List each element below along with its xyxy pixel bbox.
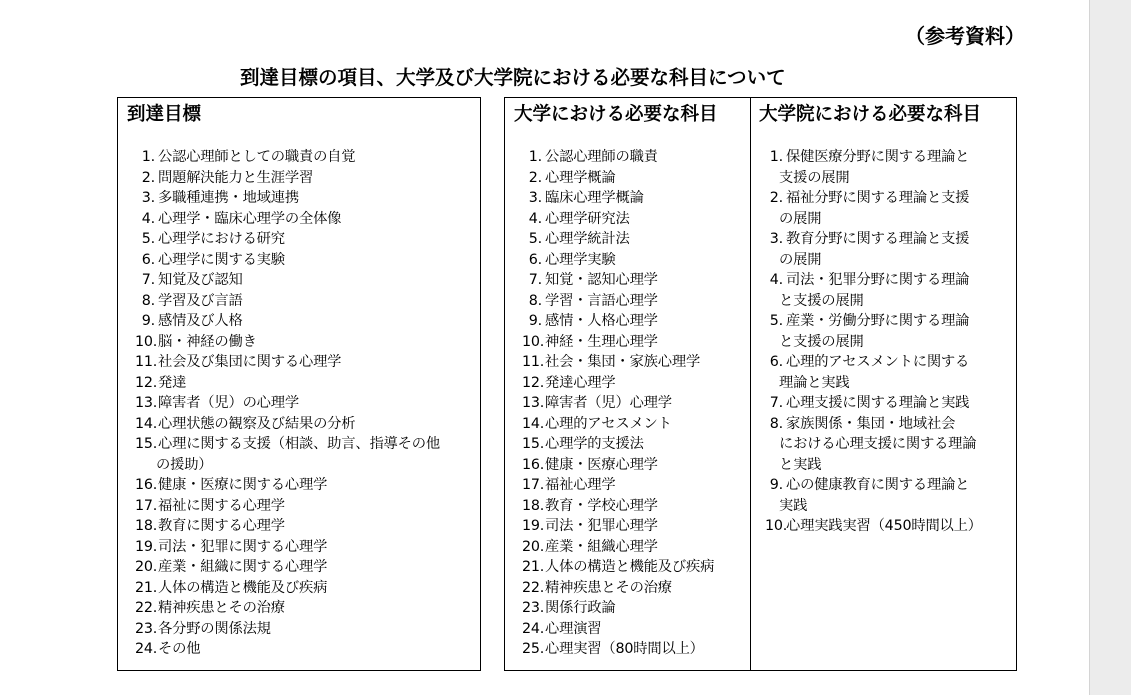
- item-number: 2.: [528, 169, 542, 186]
- university-subject-item: [522, 209, 748, 230]
- item-number: 18.: [135, 518, 158, 534]
- item-text: 社会及び集団に関する心理学: [158, 354, 342, 370]
- item-text: 知覚及び認知: [158, 272, 243, 288]
- item-text: 学習及び言語: [158, 292, 243, 309]
- university-subject-item: [522, 352, 748, 373]
- university-subject-item: [522, 168, 748, 189]
- item-number: 3.: [528, 190, 542, 206]
- university-subject-item: [522, 229, 748, 250]
- item-text: 問題解決能力と生涯学習: [158, 169, 314, 186]
- item-number: 21.: [522, 559, 545, 575]
- subjects-box: [504, 97, 1017, 671]
- item-number: 12.: [522, 374, 545, 391]
- item-number: 3.: [141, 190, 155, 206]
- graduate-subject-item: [765, 516, 1017, 537]
- university-subject-item: [522, 434, 748, 455]
- item-text: 教育分野に関する理論と支援: [786, 231, 970, 247]
- item-text: 心理学における研究: [158, 231, 285, 247]
- goal-item: [135, 619, 480, 640]
- item-number: 17.: [135, 497, 158, 514]
- document-title: 到達目標の項目、大学及び大学院における必要な科目について: [240, 66, 786, 89]
- item-text: 教育に関する心理学: [158, 518, 285, 534]
- graduate-subject-item: [765, 352, 1017, 393]
- item-text: 心理学実験: [545, 251, 616, 268]
- item-text: 心の健康教育に関する理論と: [786, 477, 970, 493]
- item-number: 7.: [528, 272, 542, 288]
- goals-list: [135, 147, 480, 660]
- item-text: 健康・医療心理学: [545, 456, 658, 473]
- university-header: 大学における必要な科目: [514, 104, 718, 125]
- graduate-subject-item: [765, 229, 1017, 270]
- goal-item: [135, 598, 480, 619]
- item-text-continued: 理論と実践: [779, 374, 850, 391]
- item-text-continued: の展開: [779, 251, 822, 268]
- goal-item: [135, 311, 480, 332]
- university-column: [505, 98, 750, 670]
- item-text-continued: 支援の展開: [779, 169, 850, 186]
- graduate-column: [750, 98, 1016, 670]
- item-number: 16.: [522, 456, 545, 473]
- item-text: 福祉分野に関する理論と支援: [786, 190, 970, 206]
- item-text: 障害者（児）の心理学: [158, 395, 299, 411]
- graduate-subject-item: [765, 475, 1017, 516]
- item-number: 3.: [769, 231, 783, 247]
- item-number: 9.: [528, 313, 542, 329]
- university-subject-item: [522, 639, 748, 660]
- goal-item: [135, 168, 480, 189]
- item-text: その他: [158, 641, 201, 657]
- item-number: 7.: [769, 395, 783, 411]
- goal-item: [135, 332, 480, 353]
- university-subject-item: [522, 147, 748, 168]
- item-number: 15.: [135, 436, 158, 452]
- goal-item: [135, 475, 480, 496]
- university-subject-item: [522, 270, 748, 291]
- item-number: 13.: [135, 395, 158, 411]
- item-number: 13.: [522, 395, 545, 411]
- university-subject-item: [522, 414, 748, 435]
- university-subject-item: [522, 496, 748, 517]
- item-number: 11.: [522, 354, 545, 370]
- item-text: 心理的アセスメントに関する: [786, 354, 970, 370]
- university-subject-item: [522, 373, 748, 394]
- item-text: 障害者（児）心理学: [545, 395, 672, 411]
- university-subject-item: [522, 311, 748, 332]
- item-text: 福祉に関する心理学: [158, 497, 285, 514]
- item-number: 2.: [769, 190, 783, 206]
- item-number: 6.: [769, 354, 783, 370]
- item-text: 心理学的支援法: [545, 436, 644, 452]
- graduate-list: [765, 147, 1017, 537]
- reference-note: （参考資料）: [905, 24, 1025, 48]
- item-text: 発達: [158, 374, 187, 391]
- item-number: 24.: [135, 641, 158, 657]
- goal-item: [135, 516, 480, 537]
- item-text: 心理演習: [545, 620, 602, 637]
- item-number: 1.: [769, 149, 783, 165]
- item-number: 6.: [141, 251, 155, 268]
- item-number: 5.: [141, 231, 155, 247]
- item-number: 25.: [522, 641, 545, 657]
- item-number: 12.: [135, 374, 158, 391]
- item-number: 9.: [141, 313, 155, 329]
- university-subject-item: [522, 598, 748, 619]
- item-number: 10.: [522, 333, 545, 350]
- university-subject-item: [522, 578, 748, 599]
- item-number: 1.: [528, 149, 542, 165]
- item-number: 5.: [528, 231, 542, 247]
- goal-item: [135, 209, 480, 230]
- goal-item: [135, 270, 480, 291]
- item-text: 健康・医療に関する心理学: [158, 477, 328, 493]
- goal-item: [135, 393, 480, 414]
- university-subject-item: [522, 188, 748, 209]
- item-number: 18.: [522, 497, 545, 514]
- item-number: 8.: [141, 292, 155, 309]
- item-text: 感情・人格心理学: [545, 313, 658, 329]
- university-subject-item: [522, 455, 748, 476]
- item-text: 教育・学校心理学: [545, 497, 658, 514]
- item-text: 司法・犯罪に関する心理学: [158, 538, 328, 555]
- item-number: 6.: [528, 251, 542, 268]
- university-subject-item: [522, 557, 748, 578]
- graduate-subject-item: [765, 188, 1017, 229]
- university-subject-item: [522, 393, 748, 414]
- item-number: 10.: [765, 518, 788, 534]
- item-number: 24.: [522, 620, 545, 637]
- goal-item: [135, 147, 480, 168]
- item-text: 各分野の関係法規: [158, 620, 271, 637]
- item-number: 11.: [135, 354, 158, 370]
- item-text: 精神疾患とその治療: [545, 579, 672, 596]
- goal-item: [135, 250, 480, 271]
- item-number: 2.: [141, 169, 155, 186]
- item-text-continued: における心理支援に関する理論: [779, 436, 977, 452]
- item-text: 人体の構造と機能及び疾病: [545, 559, 715, 575]
- item-number: 22.: [522, 579, 545, 596]
- goal-item: [135, 639, 480, 660]
- item-number: 8.: [528, 292, 542, 309]
- item-text: 発達心理学: [545, 374, 616, 391]
- item-number: 10.: [135, 333, 158, 350]
- item-text: 臨床心理学概論: [545, 190, 644, 206]
- item-number: 19.: [522, 518, 545, 534]
- item-text: 司法・犯罪心理学: [545, 518, 658, 534]
- item-number: 16.: [135, 477, 158, 493]
- item-text: 心理支援に関する理論と実践: [786, 395, 970, 411]
- item-text: 心理学研究法: [545, 210, 630, 227]
- item-text-continued: の援助）: [156, 456, 213, 473]
- item-number: 4.: [769, 272, 783, 288]
- item-text: 心理実践実習（450時間以上）: [786, 518, 982, 534]
- item-text: 公認心理師としての職責の自覚: [158, 149, 356, 165]
- item-number: 9.: [769, 477, 783, 493]
- item-text: 公認心理師の職責: [545, 149, 658, 165]
- graduate-subject-item: [765, 311, 1017, 352]
- item-text: 産業・組織心理学: [545, 538, 658, 555]
- item-text: 産業・組織に関する心理学: [158, 559, 328, 575]
- item-text-continued: の展開: [779, 210, 822, 227]
- item-text: 関係行政論: [545, 600, 616, 616]
- item-text-continued: と支援の展開: [779, 292, 864, 309]
- item-text: 心理学に関する実験: [158, 251, 285, 268]
- university-subject-item: [522, 516, 748, 537]
- window-right-bar: [1089, 0, 1131, 695]
- item-text: 知覚・認知心理学: [545, 272, 658, 288]
- item-number: 17.: [522, 477, 545, 493]
- item-number: 7.: [141, 272, 155, 288]
- goal-item: [135, 496, 480, 517]
- item-number: 15.: [522, 436, 545, 452]
- item-text: 心理状態の観察及び結果の分析: [158, 415, 356, 432]
- item-text: 心理実習（80時間以上）: [545, 641, 704, 657]
- graduate-header: 大学院における必要な科目: [759, 104, 982, 125]
- item-text: 心理学統計法: [545, 231, 630, 247]
- item-text: 学習・言語心理学: [545, 292, 658, 309]
- goal-item: [135, 557, 480, 578]
- item-text: 福祉心理学: [545, 477, 616, 493]
- item-text: 心理的アセスメント: [545, 415, 672, 432]
- goal-item: [135, 188, 480, 209]
- item-number: 22.: [135, 600, 158, 616]
- graduate-subject-item: [765, 270, 1017, 311]
- item-text: 多職種連携・地域連携: [158, 190, 299, 206]
- item-number: 20.: [522, 538, 545, 555]
- goal-item: [135, 373, 480, 394]
- university-subject-item: [522, 619, 748, 640]
- goal-item: [135, 434, 480, 475]
- item-number: 5.: [769, 313, 783, 329]
- graduate-subject-item: [765, 414, 1017, 476]
- item-number: 1.: [141, 149, 155, 165]
- item-text: 司法・犯罪分野に関する理論: [786, 272, 970, 288]
- item-number: 14.: [522, 415, 545, 432]
- item-text: 心理学概論: [545, 169, 616, 186]
- goal-item: [135, 414, 480, 435]
- goals-header: 到達目標: [127, 104, 202, 125]
- item-number: 14.: [135, 415, 158, 432]
- university-subject-item: [522, 291, 748, 312]
- item-text: 社会・集団・家族心理学: [545, 354, 701, 370]
- university-subject-item: [522, 475, 748, 496]
- item-number: 23.: [522, 600, 545, 616]
- item-number: 4.: [141, 210, 155, 227]
- graduate-subject-item: [765, 147, 1017, 188]
- item-text: 心理学・臨床心理学の全体像: [158, 210, 342, 227]
- goals-box: [117, 97, 481, 671]
- item-text: 心理に関する支援（相談、助言、指導その他: [158, 436, 440, 452]
- item-text: 保健医療分野に関する理論と: [786, 149, 970, 165]
- item-text-continued: と支援の展開: [779, 333, 864, 350]
- item-text: 産業・労働分野に関する理論: [786, 313, 970, 329]
- item-number: 19.: [135, 538, 158, 555]
- item-text: 脳・神経の働き: [158, 333, 257, 350]
- item-text: 精神疾患とその治療: [158, 600, 285, 616]
- university-subject-item: [522, 332, 748, 353]
- item-text: 神経・生理心理学: [545, 333, 658, 350]
- item-text: 人体の構造と機能及び疾病: [158, 579, 328, 596]
- goal-item: [135, 229, 480, 250]
- item-number: 21.: [135, 579, 158, 596]
- university-subject-item: [522, 250, 748, 271]
- item-number: 4.: [528, 210, 542, 227]
- item-text-continued: 実践: [779, 497, 808, 514]
- university-list: [522, 147, 748, 660]
- goal-item: [135, 578, 480, 599]
- item-text: 家族関係・集団・地域社会: [786, 415, 956, 432]
- item-number: 20.: [135, 559, 158, 575]
- university-subject-item: [522, 537, 748, 558]
- item-number: 23.: [135, 620, 158, 637]
- item-number: 8.: [769, 415, 783, 432]
- graduate-subject-item: [765, 393, 1017, 414]
- item-text: 感情及び人格: [158, 313, 243, 329]
- goal-item: [135, 352, 480, 373]
- goal-item: [135, 537, 480, 558]
- goal-item: [135, 291, 480, 312]
- item-text-continued: と実践: [779, 456, 822, 473]
